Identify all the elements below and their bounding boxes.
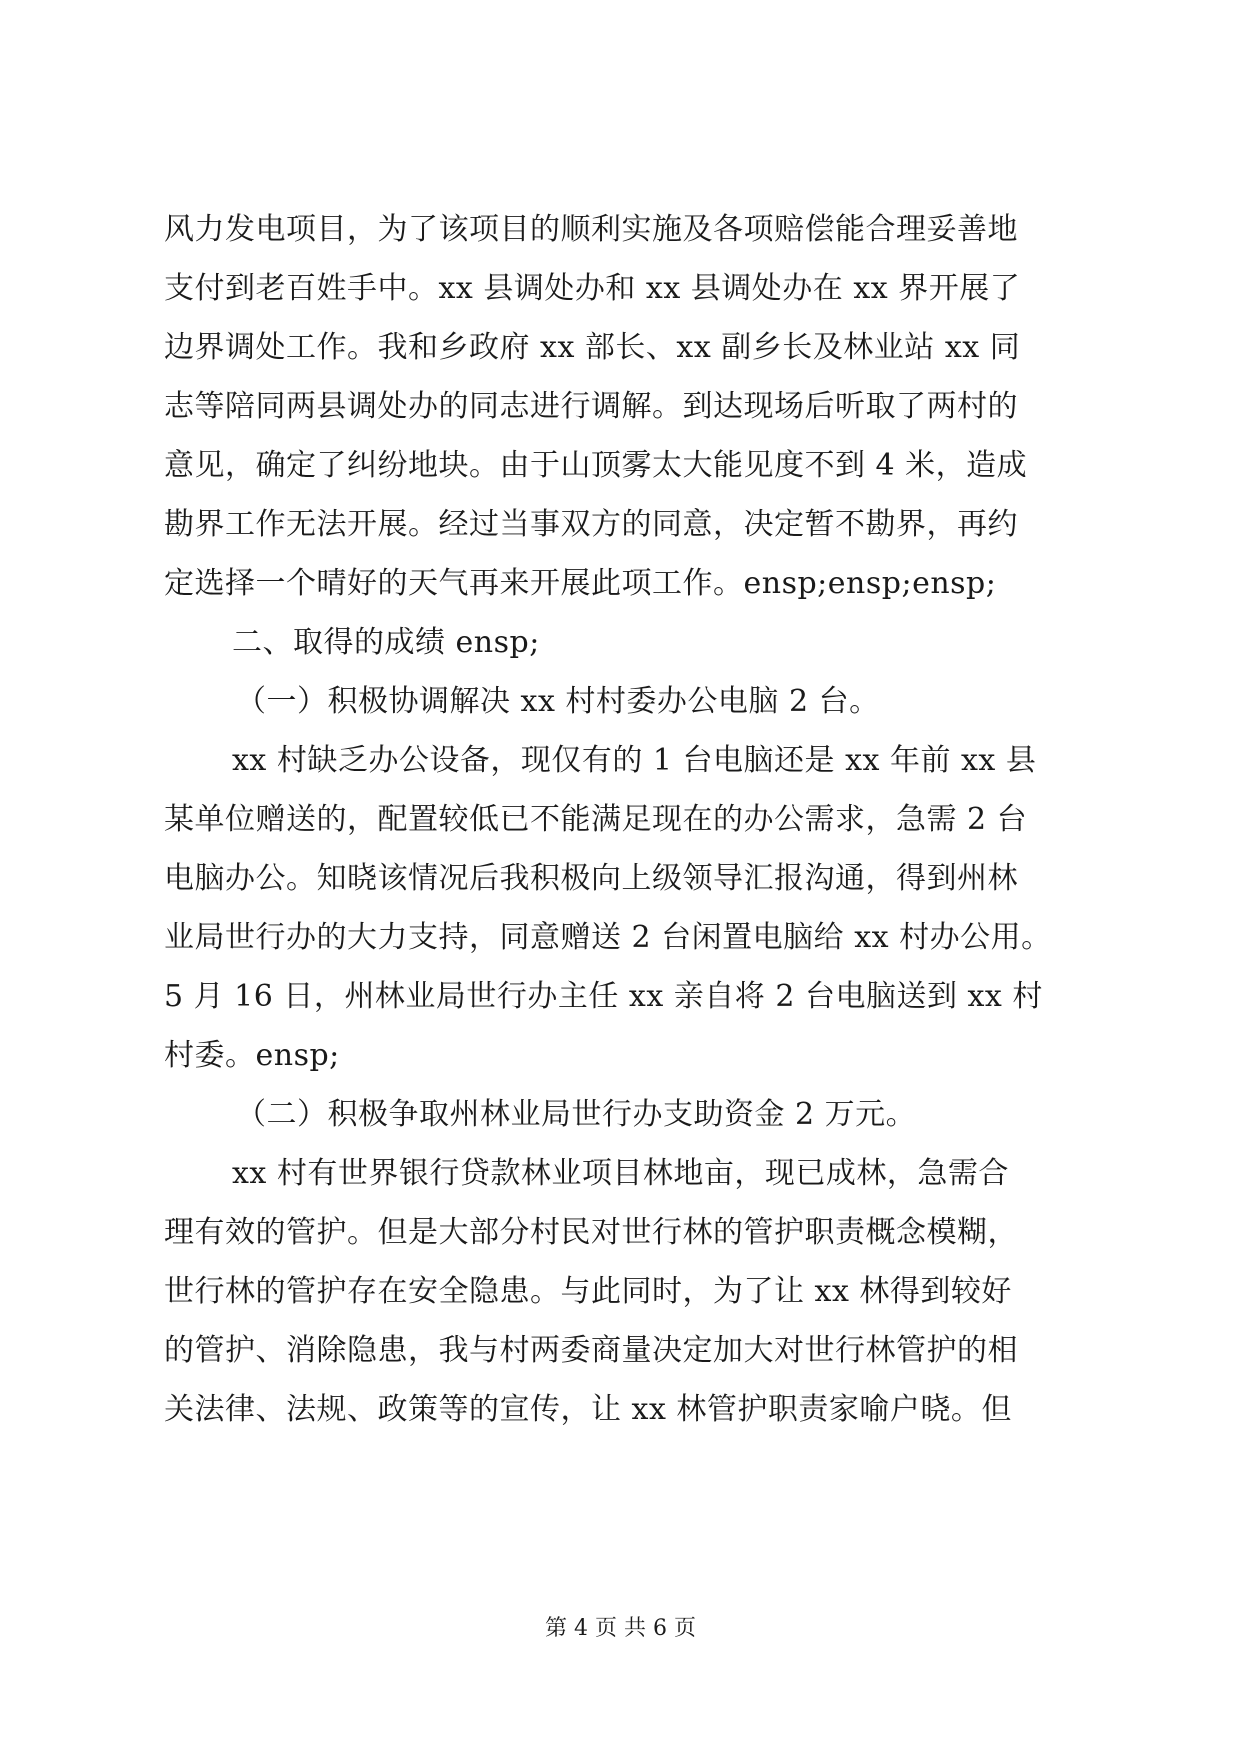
text-line: xx 村缺乏办公设备，现仅有的 1 台电脑还是 xx 年前 xx 县 (232, 743, 1037, 778)
text-line: 支付到老百姓手中。xx 县调处办和 xx 县调处办在 xx 界开展了 (164, 271, 1021, 306)
text-line: xx 村有世界银行贷款林业项目林地亩，现已成林，急需合 (232, 1156, 1009, 1191)
text-line: 风力发电项目，为了该项目的顺利实施及各项赔偿能合理妥善地 (164, 212, 1018, 247)
text-line: 志等陪同两县调处办的同志进行调解。到达现场后听取了两村的 (164, 389, 1018, 424)
text-line: 5 月 16 日，州林业局世行办主任 xx 亲自将 2 台电脑送到 xx 村 (164, 979, 1043, 1014)
text-line: 电脑办公。知晓该情况后我积极向上级领导汇报沟通，得到州林 (164, 861, 1018, 896)
section-heading: 二、取得的成绩 ensp; (232, 625, 540, 660)
text-line: 世行林的管护存在安全隐患。与此同时，为了让 xx 林得到较好 (164, 1274, 1012, 1309)
text-line: 勘界工作无法开展。经过当事双方的同意，决定暂不勘界，再约 (164, 507, 1018, 542)
text-line: 定选择一个晴好的天气再来开展此项工作。ensp;ensp;ensp; (164, 566, 997, 601)
text-line: 关法律、法规、政策等的宣传，让 xx 林管护职责家喻户晓。但 (164, 1392, 1012, 1427)
text-line: 业局世行办的大力支持，同意赠送 2 台闲置电脑给 xx 村办公用。 (164, 920, 1052, 955)
text-line: 边界调处工作。我和乡政府 xx 部长、xx 副乡长及林业站 xx 同 (164, 330, 1021, 365)
text-line: 意见，确定了纠纷地块。由于山顶雾太大能见度不到 4 米，造成 (164, 448, 1028, 483)
text-line: 理有效的管护。但是大部分村民对世行林的管护职责概念模糊， (164, 1215, 1018, 1250)
page-footer: 第 4 页 共 6 页 (545, 1616, 696, 1641)
subsection-heading: （二）积极争取州林业局世行办支助资金 2 万元。 (236, 1097, 917, 1132)
text-line: 的管护、消除隐患，我与村两委商量决定加大对世行林管护的相 (164, 1333, 1018, 1368)
text-line: 村委。ensp; (164, 1038, 340, 1073)
text-line: 某单位赠送的，配置较低已不能满足现在的办公需求，急需 2 台 (164, 802, 1028, 837)
subsection-heading: （一）积极协调解决 xx 村村委办公电脑 2 台。 (236, 684, 880, 719)
